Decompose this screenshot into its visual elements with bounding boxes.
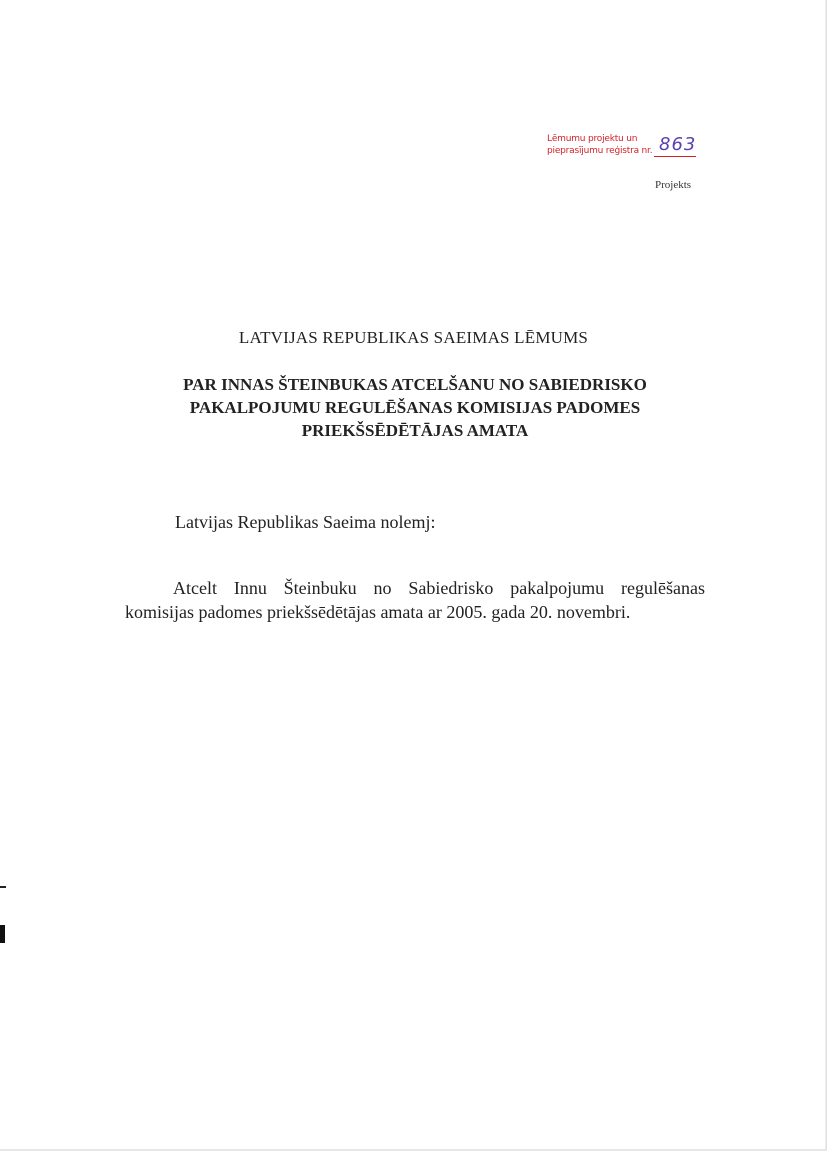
stamp-line-1: Lēmumu projektu un xyxy=(547,134,638,144)
body-line-2: komisijas padomes priekšsēdētājas amata ar 2005. gada 20. novembri. xyxy=(125,602,631,622)
registry-number-underline xyxy=(654,156,696,157)
registry-stamp xyxy=(547,134,707,166)
decision-title xyxy=(100,373,730,442)
scan-mark-left xyxy=(0,886,6,888)
title-line-3: PRIEKŠSĒDĒTĀJAS AMATA xyxy=(301,421,529,440)
decision-heading: LATVIJAS REPUBLIKAS SAEIMAS LĒMUMS xyxy=(238,328,589,347)
resolution-intro: Latvijas Republikas Saeima nolemj: xyxy=(175,512,436,532)
stamp-line-2: pieprasījumu reģistra nr. xyxy=(547,146,653,156)
scan-mark-left-block xyxy=(0,925,5,943)
registry-number: 863 xyxy=(659,134,697,155)
draft-label: Projekts xyxy=(655,179,692,191)
title-line-1: PAR INNAS ŠTEINBUKAS ATCELŠANU NO SABIEDRISKO xyxy=(183,375,647,394)
resolution-body xyxy=(125,576,705,624)
body-line-1: Atcelt Innu Šteinbuku no Sabiedrisko pakalpojumu regulēšanas xyxy=(173,578,705,598)
title-line-2: PAKALPOJUMU REGULĒŠANAS KOMISIJAS PADOMES xyxy=(189,398,641,417)
